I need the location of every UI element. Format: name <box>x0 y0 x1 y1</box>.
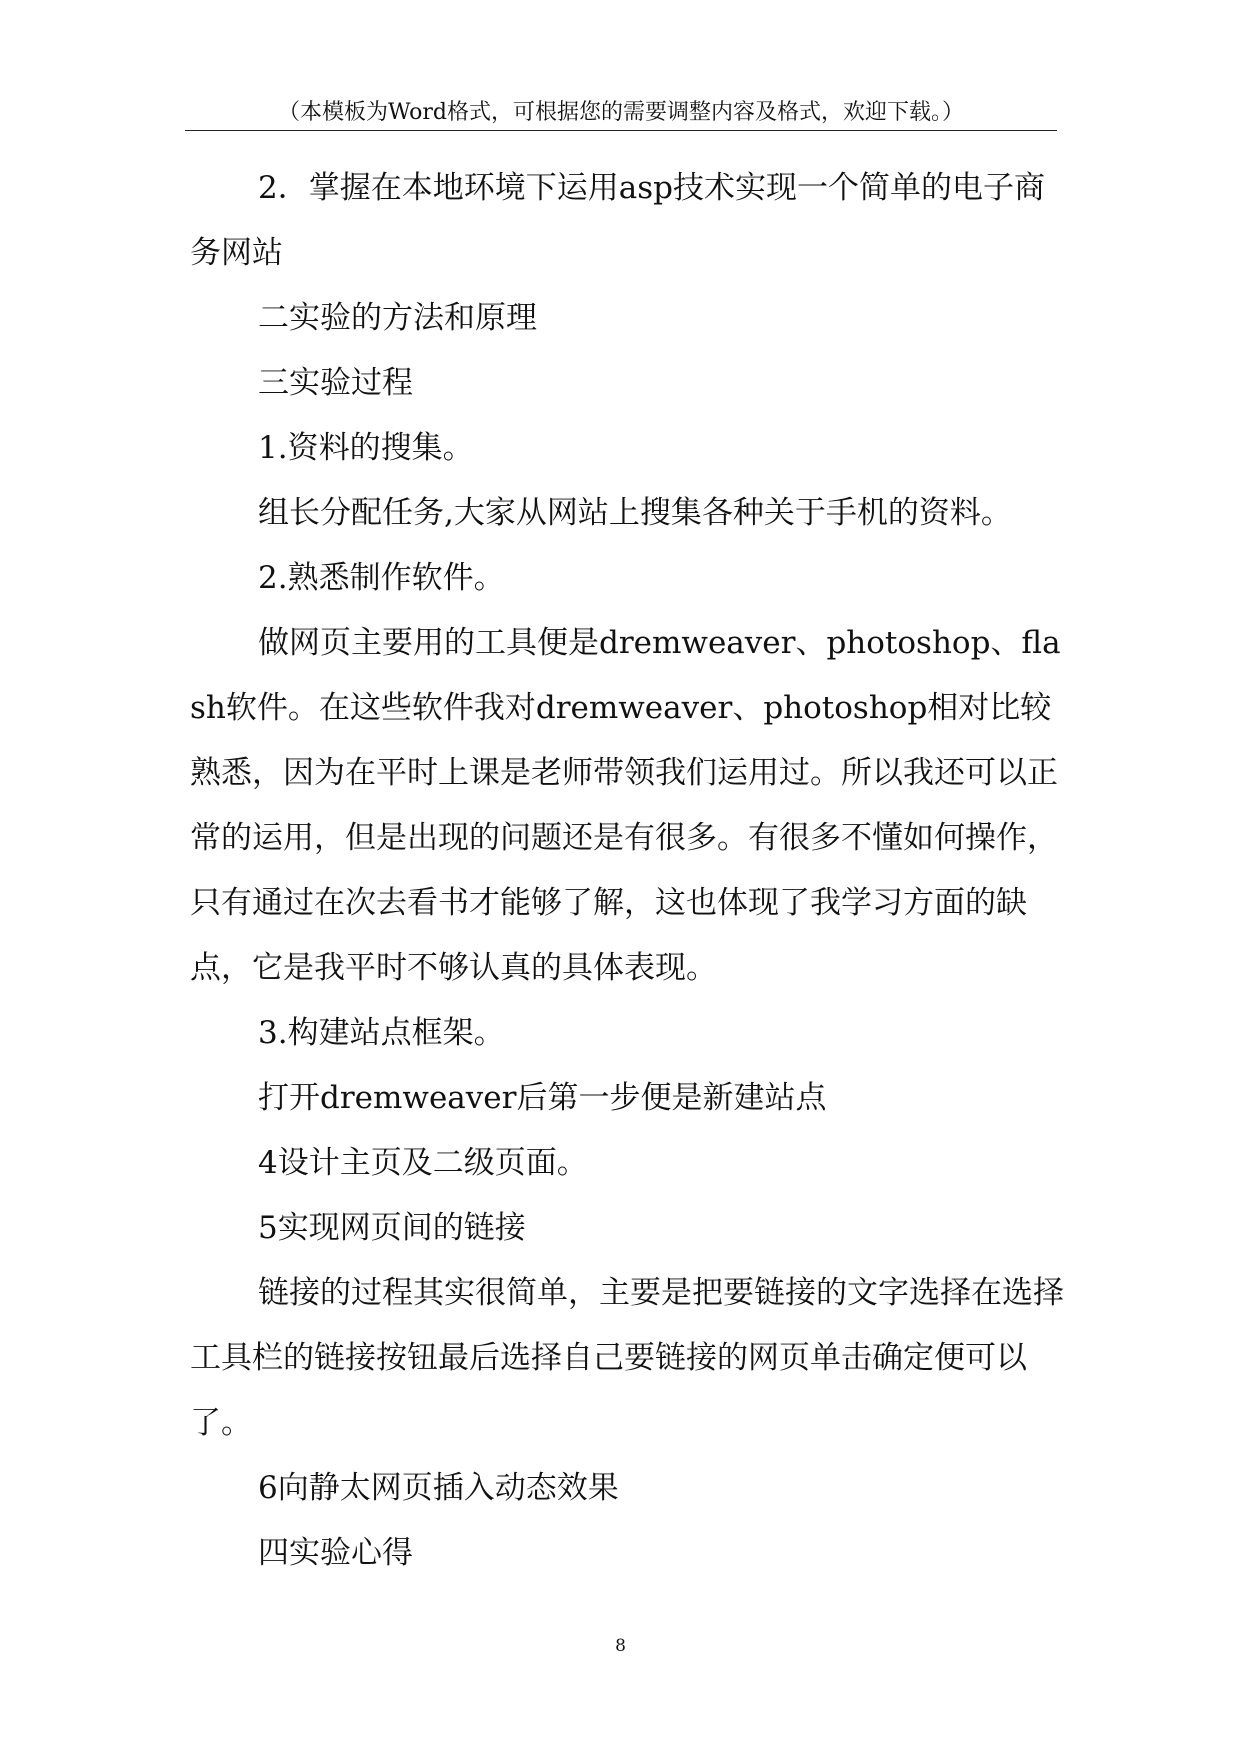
step-2-text: 做网页主要用的工具便是dremweaver、photoshop、flash软件。在这些软件我对dremweaver、photoshop相对比较熟悉，因为在平时上课是老师带领我们运用过。所以我还可以正常的运用，但是出现的问题还是有很多。有很多不懂如何操作，只有通过在次去看书才能够了解，这也体现了我学习方面的缺点，它是我平时不够认真的具体表现。 <box>190 625 1061 986</box>
step-6-title: 6向静太网页插入动态效果 <box>258 1470 619 1506</box>
step-1-text: 组长分配任务,大家从网站上搜集各种关于手机的资料。 <box>258 495 1012 531</box>
step-5-title: 5实现网页间的链接 <box>258 1210 526 1246</box>
heading-method-principle: 二实验的方法和原理 <box>258 300 537 336</box>
step-3-title: 3.构建站点框架。 <box>258 1015 505 1051</box>
header-divider <box>185 130 1057 131</box>
document-body <box>190 156 1070 1586</box>
page-number: 8 <box>615 1636 626 1656</box>
step-4-title: 4设计主页及二级页面。 <box>258 1145 588 1181</box>
step-5-text: 链接的过程其实很简单，主要是把要链接的文字选择在选择工具栏的链接按钮最后选择自己要链接的网页单击确定便可以了。 <box>190 1275 1064 1441</box>
heading-experiment-reflection: 四实验心得 <box>258 1535 413 1571</box>
paragraph-objective-2: 2．掌握在本地环境下运用asp技术实现一个简单的电子商务网站 <box>190 170 1045 271</box>
step-2-title: 2.熟悉制作软件。 <box>258 560 505 596</box>
heading-experiment-process: 三实验过程 <box>258 365 413 401</box>
step-3-text: 打开dremweaver后第一步便是新建站点 <box>258 1080 827 1116</box>
step-1-title: 1.资料的搜集。 <box>258 430 474 466</box>
page-header-note: （本模板为Word格式，可根据您的需要调整内容及格式，欢迎下载。） <box>278 100 964 125</box>
